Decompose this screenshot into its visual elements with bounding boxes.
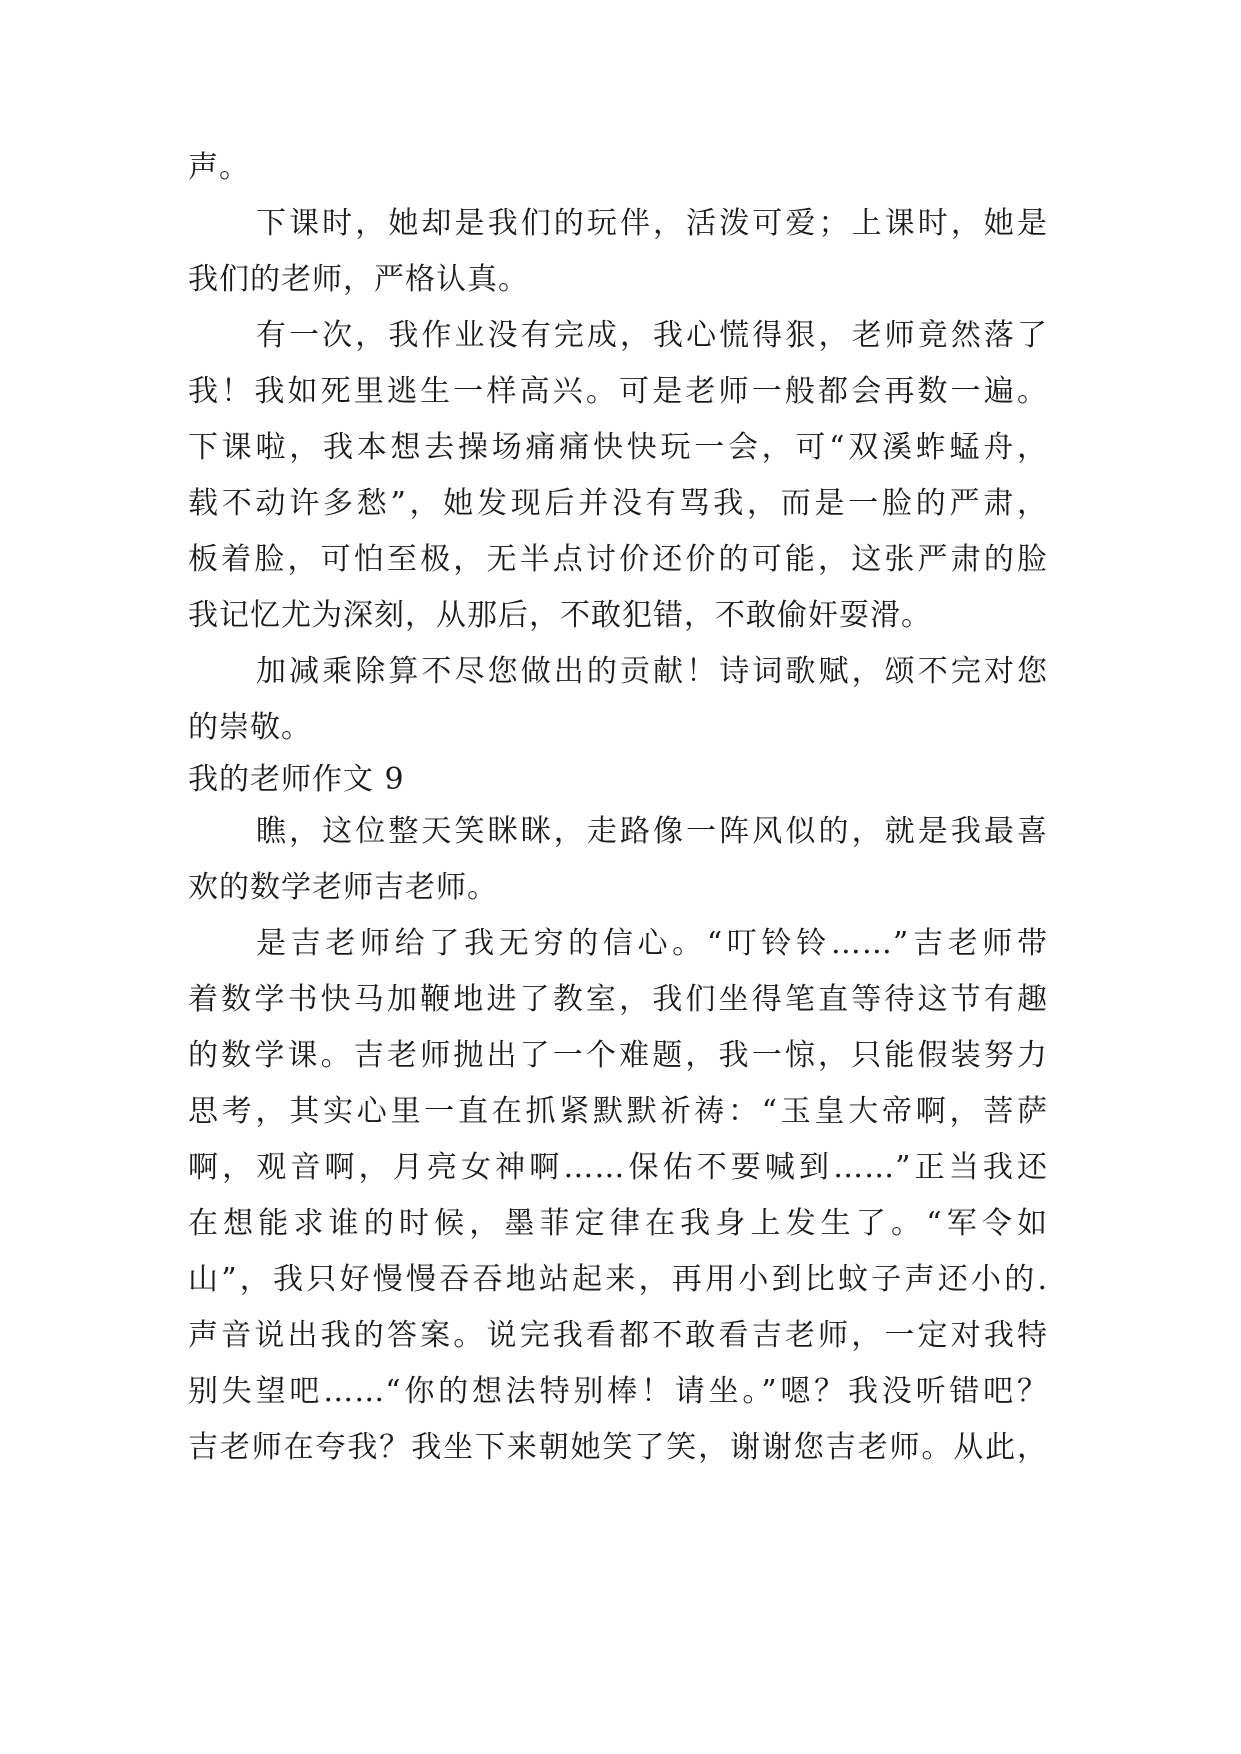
text-line: 瞧，这位整天笑眯眯，走路像一阵风似的，就是我最喜: [256, 814, 1048, 849]
text-line: 着数学书快马加鞭地进了教室，我们坐得笔直等待这节有趣: [188, 982, 1048, 1017]
text-line: 声音说出我的答案。说完我看都不敢看吉老师，一定对我特: [188, 1318, 1048, 1353]
text-line: 有一次，我作业没有完成，我心慌得狠，老师竟然落了: [256, 318, 1048, 353]
text-line: 是吉老师给了我无穷的信心。“叮铃铃……”吉老师带: [256, 926, 1048, 961]
text-line: 载不动许多愁”，她发现后并没有骂我，而是一脸的严肃，: [188, 486, 1048, 521]
text-line: 我记忆尤为深刻，从那后，不敢犯错，不敢偷奸耍滑。: [188, 598, 932, 633]
text-line: 下课啦，我本想去操场痛痛快快玩一会，可“双溪蚱蜢舟，: [188, 430, 1048, 465]
text-line: 声。: [188, 150, 250, 185]
text-line: 的崇敬。: [188, 710, 312, 745]
text-line: 山”，我只好慢慢吞吞地站起来，再用小到比蚊子声还小的.: [188, 1262, 1048, 1297]
section-heading: 我的老师作文 9: [188, 762, 405, 797]
text-line: 在想能求谁的时候，墨菲定律在我身上发生了。“军令如: [188, 1206, 1048, 1241]
text-line: 我们的老师，严格认真。: [188, 262, 529, 297]
text-line: 加减乘除算不尽您做出的贡献！诗词歌赋，颂不完对您: [256, 654, 1048, 689]
text-line: 别失望吧……“你的想法特别棒！请坐。”嗯？我没听错吧？: [188, 1374, 1048, 1409]
text-line: 我！我如死里逃生一样高兴。可是老师一般都会再数一遍。: [188, 374, 1048, 409]
text-line: 思考，其实心里一直在抓紧默默祈祷：“玉皇大帝啊，菩萨: [188, 1094, 1048, 1129]
text-line: 板着脸，可怕至极，无半点讨价还价的可能，这张严肃的脸: [188, 542, 1048, 577]
text-line: 下课时，她却是我们的玩伴，活泼可爱；上课时，她是: [256, 206, 1048, 241]
text-line: 欢的数学老师吉老师。: [188, 870, 498, 905]
text-line: 的数学课。吉老师抛出了一个难题，我一惊，只能假装努力: [188, 1038, 1048, 1073]
text-line: 啊，观音啊，月亮女神啊……保佑不要喊到……”正当我还: [188, 1150, 1048, 1185]
text-line: 吉老师在夸我？我坐下来朝她笑了笑，谢谢您吉老师。从此，: [188, 1430, 1048, 1465]
